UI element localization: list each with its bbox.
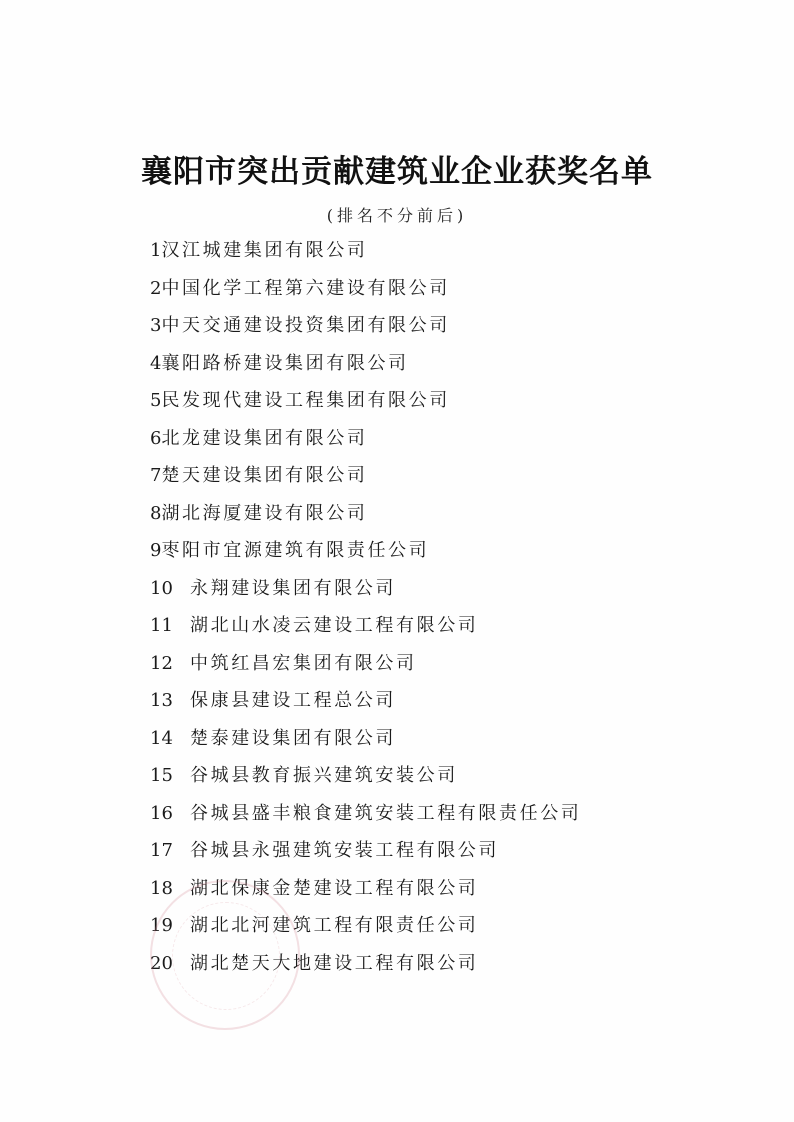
- item-number: 14: [150, 727, 173, 749]
- document-title: 襄阳市突出贡献建筑业企业获奖名单: [141, 154, 653, 190]
- company-name: 汉江城建集团有限公司: [161, 240, 368, 261]
- list-item: [150, 836, 710, 874]
- company-name: 中天交通建设投资集团有限公司: [161, 315, 450, 336]
- company-name: 楚泰建设集团有限公司: [190, 727, 396, 749]
- list-item: [150, 349, 710, 387]
- company-name: 民发现代建设工程集团有限公司: [161, 390, 450, 411]
- company-name: 永翔建设集团有限公司: [190, 577, 396, 599]
- item-number: 15: [150, 765, 173, 786]
- item-number: 20: [150, 952, 173, 974]
- list-item: [150, 424, 710, 462]
- item-number: 2: [150, 277, 162, 299]
- item-number: 17: [150, 840, 173, 861]
- item-number: 12: [150, 652, 173, 674]
- company-name: 襄阳路桥建设集团有限公司: [161, 352, 409, 374]
- list-item: [150, 649, 710, 687]
- item-number: 18: [150, 877, 173, 899]
- item-number: 10: [150, 577, 173, 599]
- company-name: 湖北楚天大地建设工程有限公司: [190, 952, 479, 974]
- company-name: 湖北山水凌云建设工程有限公司: [190, 615, 479, 636]
- company-name: 谷城县盛丰粮食建筑安装工程有限责任公司: [190, 802, 582, 824]
- item-number: 6: [150, 427, 162, 449]
- seal-inner-ring: [172, 902, 280, 1010]
- company-name: 湖北北河建筑工程有限责任公司: [190, 915, 479, 936]
- company-name: 北龙建设集团有限公司: [161, 427, 368, 449]
- company-name: 湖北保康金楚建设工程有限公司: [190, 877, 479, 899]
- list-item: [150, 574, 710, 612]
- list-item: [150, 611, 710, 649]
- item-number: 7: [150, 465, 162, 486]
- list-item: [150, 499, 710, 537]
- item-number: 11: [150, 615, 173, 636]
- company-name: 谷城县教育振兴建筑安装公司: [190, 765, 458, 786]
- item-number: 13: [150, 690, 173, 711]
- item-number: 4: [150, 352, 162, 374]
- item-number: 19: [150, 915, 173, 936]
- item-number: 8: [150, 502, 162, 524]
- company-name: 谷城县永强建筑安装工程有限公司: [190, 840, 499, 861]
- item-number: 9: [150, 540, 162, 561]
- list-item: [150, 311, 710, 349]
- list-item: [150, 386, 710, 424]
- award-list: [150, 236, 710, 986]
- official-seal: [150, 880, 300, 1030]
- list-item: [150, 761, 710, 799]
- item-number: 5: [150, 390, 162, 411]
- company-name: 枣阳市宜源建筑有限责任公司: [161, 540, 430, 561]
- list-item: [150, 799, 710, 837]
- company-name: 中国化学工程第六建设有限公司: [161, 277, 450, 299]
- document-subtitle: (排名不分前后): [326, 206, 468, 225]
- company-name: 中筑红昌宏集团有限公司: [190, 652, 417, 674]
- item-number: 16: [150, 802, 173, 824]
- item-number: 1: [150, 240, 162, 261]
- list-item: [150, 236, 710, 274]
- list-item: [150, 724, 710, 762]
- item-number: 3: [150, 315, 162, 336]
- company-name: 湖北海厦建设有限公司: [161, 502, 368, 524]
- list-item: [150, 461, 710, 499]
- company-name: 楚天建设集团有限公司: [161, 465, 368, 486]
- list-item: [150, 536, 710, 574]
- list-item: [150, 274, 710, 312]
- company-name: 保康县建设工程总公司: [190, 690, 396, 711]
- list-item: [150, 686, 710, 724]
